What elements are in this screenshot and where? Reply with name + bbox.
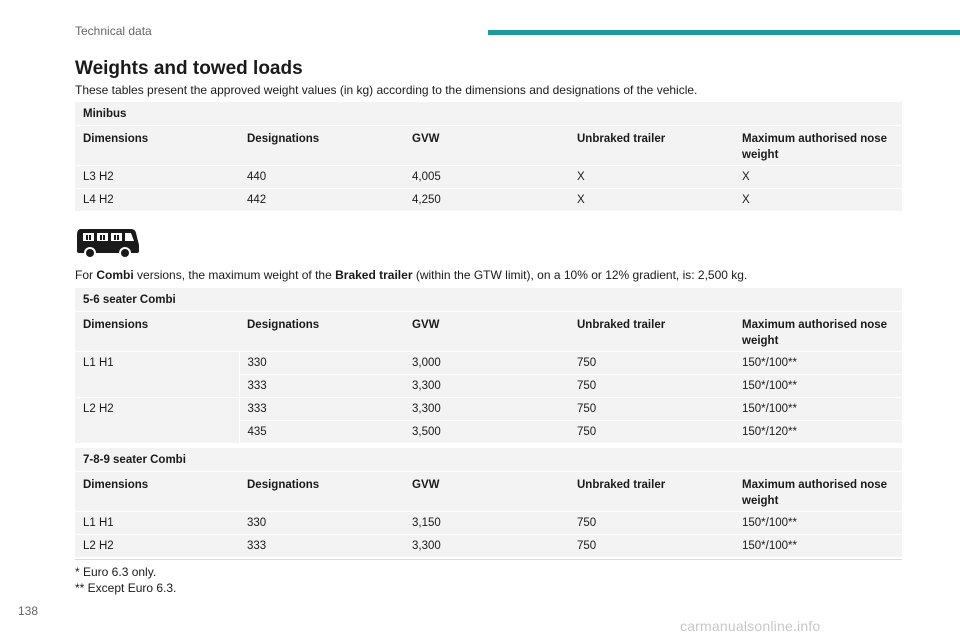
table-row (75, 189, 902, 212)
table-caption: 5-6 seater Combi (75, 288, 902, 312)
cell: 4,250 (404, 189, 569, 212)
table-row (75, 535, 902, 558)
cell: 330 (239, 512, 404, 535)
col-header: Dimensions (75, 126, 239, 166)
cell: L3 H2 (75, 166, 239, 189)
combi-7-8-9-table (75, 448, 902, 558)
cell: 150*/100** (734, 352, 902, 375)
section-title: Technical data (75, 24, 152, 38)
col-header: Dimensions (75, 312, 239, 352)
cell: 333 (239, 375, 404, 398)
minibus-icon (75, 225, 141, 259)
cell: 150*/100** (734, 375, 902, 398)
cell: L1 H1 (75, 352, 239, 398)
table-caption: Minibus (75, 102, 902, 126)
cell: L1 H1 (75, 512, 239, 535)
cell: 750 (569, 421, 734, 444)
col-header: Designations (239, 312, 404, 352)
page-number: 138 (18, 604, 39, 618)
col-header: Maximum authorised nose weight (734, 126, 902, 166)
cell: 435 (239, 421, 404, 444)
cell: 750 (569, 398, 734, 421)
col-header: Designations (239, 472, 404, 512)
footnotes (75, 564, 176, 596)
cell: 3,300 (404, 535, 569, 558)
cell: L2 H2 (75, 398, 239, 444)
col-header: Unbraked trailer (569, 472, 734, 512)
col-header: Maximum authorised nose weight (734, 312, 902, 352)
table-row (75, 512, 902, 535)
cell: 150*/100** (734, 512, 902, 535)
cell: X (569, 166, 734, 189)
col-header: Unbraked trailer (569, 312, 734, 352)
col-header: Designations (239, 126, 404, 166)
intro-text: These tables present the approved weight values (in kg) according to the dimensions and designations of the vehicle. (75, 83, 698, 97)
cell: 150*/100** (734, 398, 902, 421)
minibus-table (75, 102, 902, 212)
cell: 3,300 (404, 375, 569, 398)
col-header: GVW (404, 472, 569, 512)
cell: 750 (569, 535, 734, 558)
cell: 333 (239, 398, 404, 421)
combi-note: For Combi versions, the maximum weight of the Braked trailer (within the GTW limit), on a 10% or 12% gradient, is: 2,500 kg. (75, 268, 748, 282)
footnote-divider (75, 559, 902, 560)
table-row (75, 352, 902, 375)
cell: 4,005 (404, 166, 569, 189)
cell: 150*/100** (734, 535, 902, 558)
cell: 750 (569, 375, 734, 398)
cell: X (734, 189, 902, 212)
table-row (75, 398, 902, 421)
cell: 333 (239, 535, 404, 558)
table-row (75, 166, 902, 189)
cell: 330 (239, 352, 404, 375)
cell: 440 (239, 166, 404, 189)
footnote: * Euro 6.3 only. (75, 565, 157, 579)
col-header: GVW (404, 126, 569, 166)
col-header: Unbraked trailer (569, 126, 734, 166)
cell: X (734, 166, 902, 189)
page-title: Weights and towed loads (75, 58, 303, 79)
cell: 750 (569, 352, 734, 375)
footnote: ** Except Euro 6.3. (75, 581, 177, 595)
col-header: Dimensions (75, 472, 239, 512)
cell: X (569, 189, 734, 212)
cell: 442 (239, 189, 404, 212)
combi-5-6-table (75, 288, 902, 444)
table-caption: 7-8-9 seater Combi (75, 448, 902, 472)
watermark: carmanualsonline.info (680, 618, 821, 634)
cell: 3,500 (404, 421, 569, 444)
cell: 750 (569, 512, 734, 535)
cell: 3,150 (404, 512, 569, 535)
col-header: Maximum authorised nose weight (734, 472, 902, 512)
cell: L4 H2 (75, 189, 239, 212)
cell: 3,300 (404, 398, 569, 421)
col-header: GVW (404, 312, 569, 352)
cell: 150*/120** (734, 421, 902, 444)
cell: L2 H2 (75, 535, 239, 558)
header-accent-bar (488, 30, 960, 35)
cell: 3,000 (404, 352, 569, 375)
